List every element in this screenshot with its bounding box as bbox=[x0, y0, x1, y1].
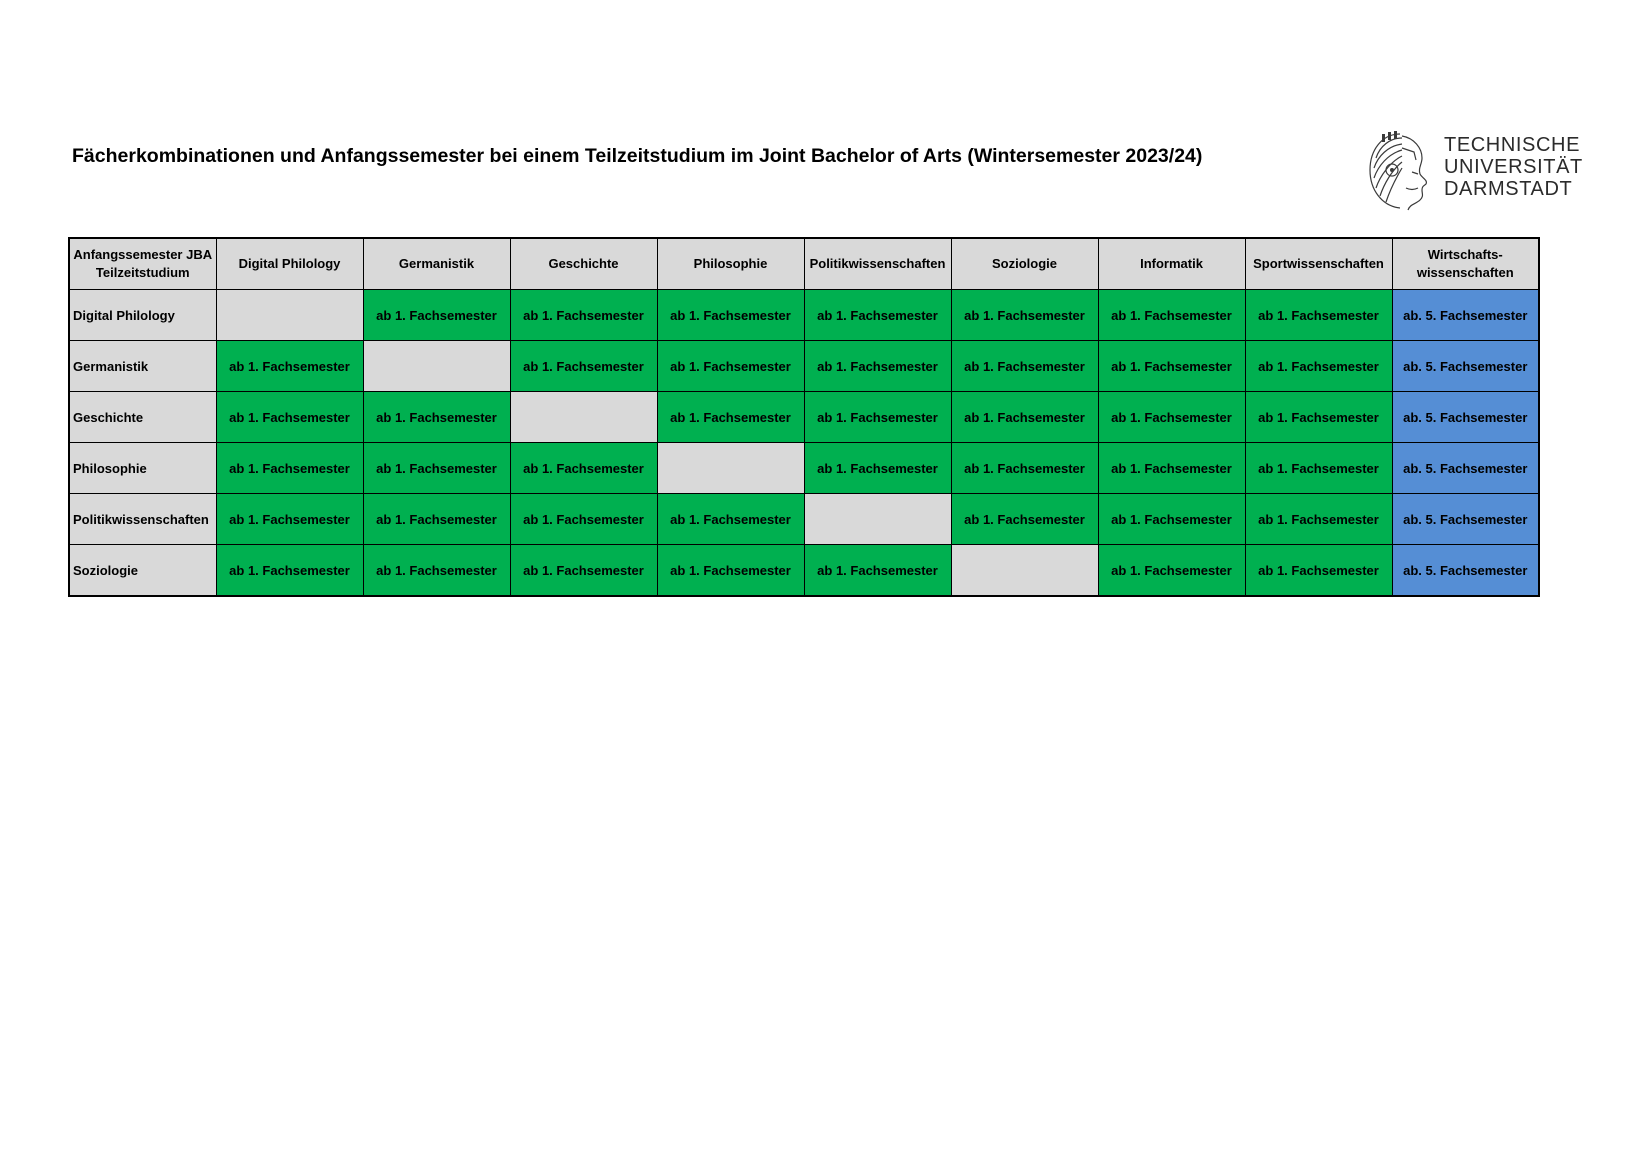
column-header: Soziologie bbox=[951, 238, 1098, 290]
table-cell: ab 1. Fachsemester bbox=[363, 290, 510, 341]
table-cell: ab. 5. Fachsemester bbox=[1392, 290, 1539, 341]
table-cell-empty bbox=[951, 545, 1098, 597]
subject-combination-table bbox=[68, 237, 1540, 597]
logo-line-2: UNIVERSITÄT bbox=[1444, 156, 1583, 178]
table-row bbox=[69, 341, 1539, 392]
table-cell: ab 1. Fachsemester bbox=[657, 341, 804, 392]
table-cell: ab 1. Fachsemester bbox=[1245, 290, 1392, 341]
table-cell: ab 1. Fachsemester bbox=[1098, 545, 1245, 597]
column-header: Digital Philology bbox=[216, 238, 363, 290]
table-cell: ab 1. Fachsemester bbox=[1245, 494, 1392, 545]
table-row bbox=[69, 443, 1539, 494]
table-cell: ab 1. Fachsemester bbox=[1245, 443, 1392, 494]
table-cell: ab 1. Fachsemester bbox=[804, 290, 951, 341]
table-cell: ab 1. Fachsemester bbox=[804, 392, 951, 443]
table-cell: ab 1. Fachsemester bbox=[951, 290, 1098, 341]
logo-line-3: DARMSTADT bbox=[1444, 178, 1573, 200]
athena-head-icon bbox=[1362, 128, 1438, 214]
table-row bbox=[69, 290, 1539, 341]
table-row bbox=[69, 392, 1539, 443]
table-cell: ab 1. Fachsemester bbox=[363, 494, 510, 545]
table-cell: ab 1. Fachsemester bbox=[657, 494, 804, 545]
row-header: Soziologie bbox=[69, 545, 216, 597]
row-header: Digital Philology bbox=[69, 290, 216, 341]
table-cell-empty bbox=[216, 290, 363, 341]
table-body bbox=[69, 290, 1539, 597]
table-cell: ab 1. Fachsemester bbox=[1098, 290, 1245, 341]
university-name bbox=[1444, 134, 1583, 200]
table-cell: ab 1. Fachsemester bbox=[510, 494, 657, 545]
table-cell: ab 1. Fachsemester bbox=[1098, 494, 1245, 545]
table-row bbox=[69, 494, 1539, 545]
table-cell: ab 1. Fachsemester bbox=[510, 290, 657, 341]
table-cell: ab 1. Fachsemester bbox=[657, 545, 804, 597]
table-cell: ab 1. Fachsemester bbox=[951, 443, 1098, 494]
table-cell: ab 1. Fachsemester bbox=[951, 341, 1098, 392]
column-header: Informatik bbox=[1098, 238, 1245, 290]
column-header: Philosophie bbox=[657, 238, 804, 290]
row-header: Philosophie bbox=[69, 443, 216, 494]
table-cell-empty bbox=[363, 341, 510, 392]
table-cell: ab 1. Fachsemester bbox=[216, 443, 363, 494]
table-cell: ab 1. Fachsemester bbox=[216, 545, 363, 597]
row-header: Geschichte bbox=[69, 392, 216, 443]
table-cell-empty bbox=[510, 392, 657, 443]
table-cell: ab 1. Fachsemester bbox=[510, 545, 657, 597]
table-cell: ab 1. Fachsemester bbox=[1098, 392, 1245, 443]
table-cell: ab 1. Fachsemester bbox=[510, 341, 657, 392]
row-header: Politikwissenschaften bbox=[69, 494, 216, 545]
table-cell: ab 1. Fachsemester bbox=[363, 443, 510, 494]
table-cell: ab 1. Fachsemester bbox=[510, 443, 657, 494]
table-cell: ab 1. Fachsemester bbox=[1098, 341, 1245, 392]
tu-darmstadt-logo bbox=[1362, 128, 1582, 214]
table-cell: ab 1. Fachsemester bbox=[363, 392, 510, 443]
table-cell: ab 1. Fachsemester bbox=[363, 545, 510, 597]
table-cell: ab 1. Fachsemester bbox=[1098, 443, 1245, 494]
column-header: Sportwissenschaften bbox=[1245, 238, 1392, 290]
table-cell: ab 1. Fachsemester bbox=[951, 494, 1098, 545]
table-cell: ab 1. Fachsemester bbox=[1245, 545, 1392, 597]
logo-line-1: TECHNISCHE bbox=[1444, 134, 1581, 156]
table-cell: ab 1. Fachsemester bbox=[804, 545, 951, 597]
table-cell: ab. 5. Fachsemester bbox=[1392, 545, 1539, 597]
column-header: Politikwissenschaften bbox=[804, 238, 951, 290]
column-header: Geschichte bbox=[510, 238, 657, 290]
table-cell: ab 1. Fachsemester bbox=[216, 392, 363, 443]
table-cell-empty bbox=[804, 494, 951, 545]
table-cell: ab 1. Fachsemester bbox=[657, 392, 804, 443]
table-cell: ab 1. Fachsemester bbox=[804, 443, 951, 494]
row-header: Germanistik bbox=[69, 341, 216, 392]
table-cell: ab 1. Fachsemester bbox=[1245, 341, 1392, 392]
column-header: Germanistik bbox=[363, 238, 510, 290]
table-cell: ab 1. Fachsemester bbox=[657, 290, 804, 341]
table-cell: ab. 5. Fachsemester bbox=[1392, 392, 1539, 443]
table-cell: ab 1. Fachsemester bbox=[951, 392, 1098, 443]
corner-header: Anfangssemester JBA Teilzeitstudium bbox=[69, 238, 216, 290]
table-cell-empty bbox=[657, 443, 804, 494]
column-header: Wirtschafts-wissenschaften bbox=[1392, 238, 1539, 290]
table-cell: ab. 5. Fachsemester bbox=[1392, 494, 1539, 545]
table-row bbox=[69, 545, 1539, 597]
table-cell: ab. 5. Fachsemester bbox=[1392, 443, 1539, 494]
table-cell: ab 1. Fachsemester bbox=[216, 341, 363, 392]
table-cell: ab 1. Fachsemester bbox=[216, 494, 363, 545]
table-cell: ab 1. Fachsemester bbox=[1245, 392, 1392, 443]
table-cell: ab 1. Fachsemester bbox=[804, 341, 951, 392]
page-title: Fächerkombinationen und Anfangssemester bei einem Teilzeitstudium im Joint Bachelor of Arts (Wintersemester 2023/24) bbox=[72, 145, 1203, 167]
table-cell: ab. 5. Fachsemester bbox=[1392, 341, 1539, 392]
header-row bbox=[69, 238, 1539, 290]
